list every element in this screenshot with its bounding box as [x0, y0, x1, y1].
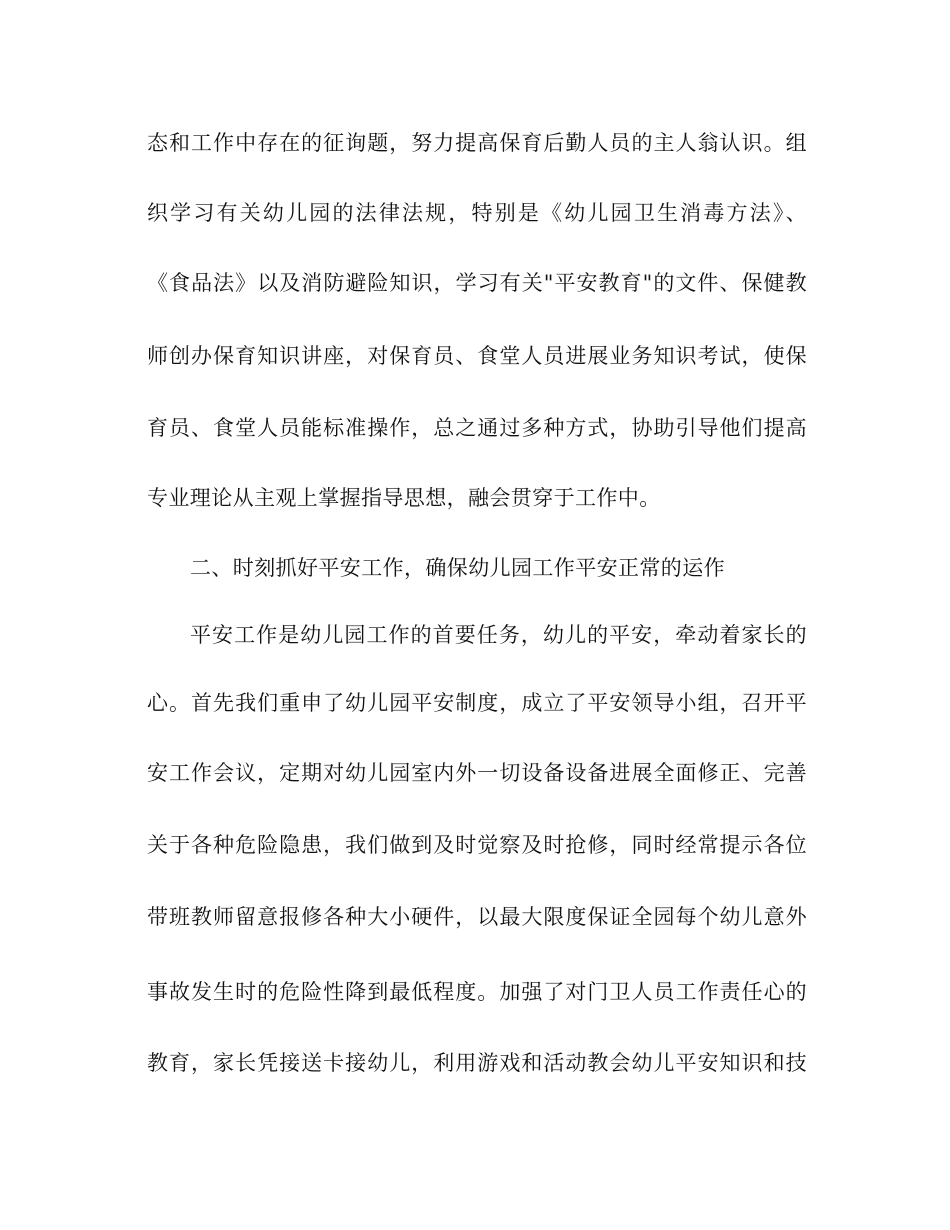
paragraph-line: 事故发生时的危险性降到最低程度。加强了对门卫人员工作责任心的: [147, 980, 807, 1004]
paragraph-line: 教育，家长凭接送卡接幼儿，利用游戏和活动教会幼儿平安知识和技: [147, 1051, 807, 1075]
paragraph-line: 织学习有关幼儿园的法律法规，特别是《幼儿园卫生消毒方法》、: [147, 201, 807, 225]
paragraph-line: 专业理论从主观上掌握指导思想，融会贯穿于工作中。: [147, 486, 661, 510]
paragraph-line: 心。首先我们重申了幼儿园平安制度，成立了平安领导小组，召开平: [147, 691, 807, 715]
paragraph-line: 育员、食堂人员能标准操作，总之通过多种方式，协助引导他们提高: [147, 416, 807, 440]
paragraph-line: 态和工作中存在的征询题，努力提高保育后勤人员的主人翁认识。组: [147, 131, 807, 155]
section-heading: 二、时刻抓好平安工作，确保幼儿园工作平安正常的运作: [190, 556, 725, 580]
paragraph-line: 安工作会议，定期对幼儿园室内外一切设备设备进展全面修正、完善: [147, 761, 807, 785]
paragraph-line: 带班教师留意报修各种大小硬件，以最大限度保证全园每个幼儿意外: [147, 905, 807, 929]
paragraph-line: 关于各种危险隐患，我们做到及时觉察及时抢修，同时经常提示各位: [147, 833, 807, 857]
paragraph-line: 《食品法》以及消防避险知识，学习有关"平安教育"的文件、保健教: [147, 271, 807, 295]
paragraph-line: 平安工作是幼儿园工作的首要任务，幼儿的平安，牵动着家长的: [190, 623, 807, 647]
paragraph-line: 师创办保育知识讲座，对保育员、食堂人员进展业务知识考试，使保: [147, 344, 807, 368]
